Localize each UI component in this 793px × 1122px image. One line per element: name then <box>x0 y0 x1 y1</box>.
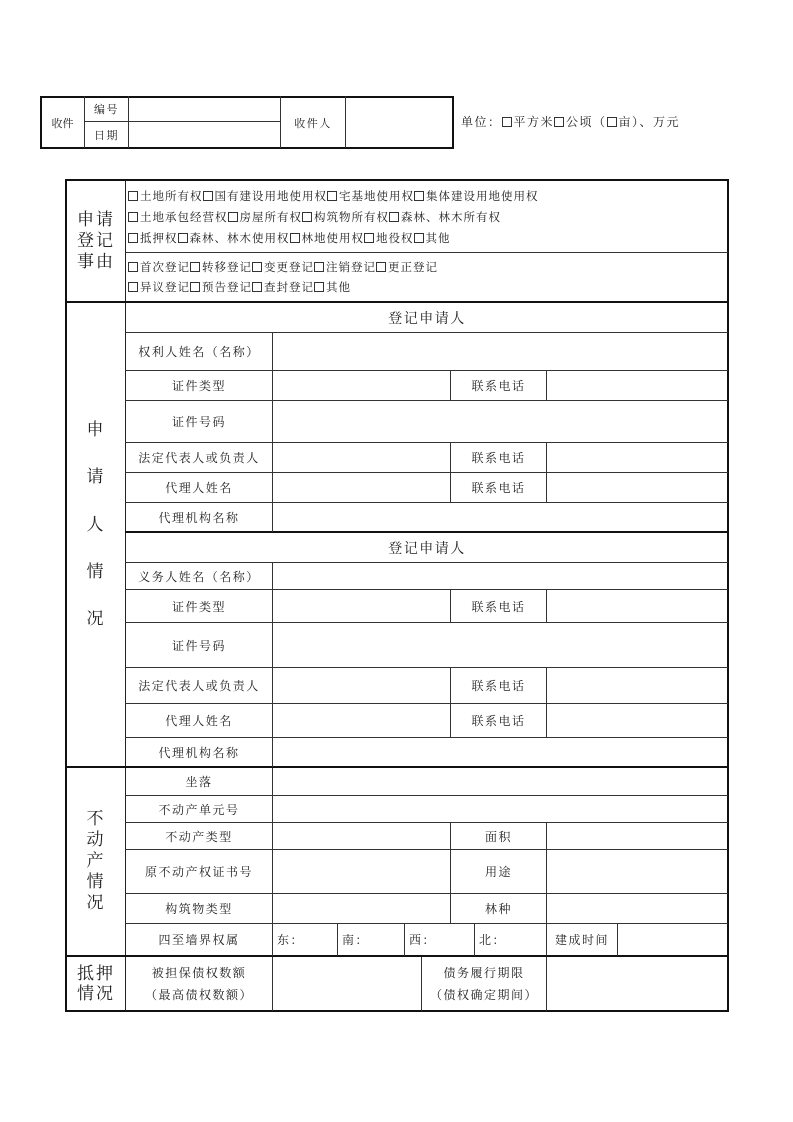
obligor-id-type-label: 证件类型 <box>171 599 226 614</box>
option-label: 房屋所有权 <box>239 210 302 224</box>
matter-title-line: 事由 <box>77 251 115 272</box>
secured-amount-input[interactable] <box>273 958 421 1010</box>
secured-amount-label-line1: 被担保债权数额 <box>151 966 247 980</box>
property-title <box>67 768 125 955</box>
property-type-label: 不动产类型 <box>165 829 233 844</box>
boundary-north[interactable]: 北： <box>479 933 507 947</box>
unit-mu: 亩）、万元 <box>618 115 681 129</box>
checkbox-sqm[interactable] <box>502 117 512 127</box>
obligor-id-no-input[interactable] <box>273 623 728 667</box>
applicant-title <box>67 420 125 630</box>
right-holder-header: 登记申请人 <box>388 310 466 327</box>
obligor-legal-rep-label: 法定代表人或负责人 <box>138 679 260 693</box>
checkbox[interactable] <box>389 212 399 222</box>
matter-title-line: 登记 <box>77 230 115 251</box>
receipt-number-input[interactable] <box>129 97 280 121</box>
checkbox[interactable] <box>414 191 424 201</box>
obligor-phone-label: 联系电话 <box>471 599 526 614</box>
applicant-title-char: 请 <box>86 467 106 488</box>
rights-line-1 <box>128 189 539 203</box>
obligor-agent-phone-label: 联系电话 <box>471 714 526 728</box>
right-holder-name-label: 权利人姓名（名称） <box>138 345 260 359</box>
right-holder-agency-label: 代理机构名称 <box>158 510 240 525</box>
obligor-agency-input[interactable] <box>273 738 728 766</box>
boundary-south[interactable]: 南： <box>342 933 370 947</box>
obligor-legal-rep-phone-input[interactable] <box>547 668 728 703</box>
right-holder-agency-input[interactable] <box>273 503 728 531</box>
right-holder-name-input[interactable] <box>273 333 728 370</box>
applicant-title-char: 申 <box>86 420 106 440</box>
option-label: 查封登记 <box>264 280 314 294</box>
unit-line <box>461 115 680 129</box>
property-title-char: 动 <box>86 830 106 850</box>
option-label: 国有建设用地使用权 <box>214 189 327 203</box>
receiver-label: 收件人 <box>294 116 332 130</box>
obligor-legal-rep-input[interactable] <box>273 668 450 703</box>
secured-amount-label <box>126 958 272 1010</box>
receipt-date-input[interactable] <box>129 122 280 148</box>
right-holder-legal-rep-phone-input[interactable] <box>547 443 728 472</box>
matter-title <box>67 181 125 301</box>
secured-amount-label-line2: （最高债权数额） <box>144 988 253 1002</box>
obligor-id-no-label: 证件号码 <box>171 638 226 653</box>
obligor-agent-input[interactable] <box>273 704 450 737</box>
checkbox[interactable] <box>376 262 386 272</box>
unit-hectare: 公顷（ <box>566 115 607 129</box>
right-holder-agent-phone-label: 联系电话 <box>471 481 526 495</box>
rights-line-2 <box>128 210 501 224</box>
option-label: 转移登记 <box>202 260 252 274</box>
property-title-char: 产 <box>86 851 106 871</box>
option-label: 预告登记 <box>202 280 252 294</box>
option-label: 更正登记 <box>388 260 438 274</box>
checkbox[interactable] <box>290 233 300 243</box>
obligor-agency-label: 代理机构名称 <box>158 745 240 760</box>
option-label: 异议登记 <box>140 280 190 294</box>
debt-term-label-line2: （债权确定期间） <box>429 988 538 1002</box>
area-input[interactable] <box>547 823 728 849</box>
obligor-phone-input[interactable] <box>547 590 728 622</box>
unit-prefix: 单位： <box>461 115 502 129</box>
mortgage-title <box>67 958 125 1010</box>
usage-label: 用途 <box>484 865 512 879</box>
built-time-label: 建成时间 <box>554 933 609 947</box>
checkbox[interactable] <box>327 191 337 201</box>
property-title-char: 不 <box>86 809 106 829</box>
right-holder-id-no-label: 证件号码 <box>171 415 226 429</box>
checkbox[interactable] <box>252 282 262 292</box>
option-label: 森林、林木使用权 <box>189 231 290 245</box>
location-label: 坐落 <box>185 775 213 789</box>
option-label: 注销登记 <box>326 260 376 274</box>
mortgage-title-line: 抵押 <box>77 964 115 984</box>
receipt-date-label: 日期 <box>94 129 119 142</box>
boundary-label: 四至墙界权属 <box>158 933 240 947</box>
right-holder-agent-input[interactable] <box>273 473 450 502</box>
obligor-agent-phone-input[interactable] <box>547 704 728 737</box>
right-holder-phone-label: 联系电话 <box>471 379 526 393</box>
property-type-input[interactable] <box>273 823 450 849</box>
obligor-name-label: 义务人姓名（名称） <box>138 569 260 584</box>
checkbox[interactable] <box>364 233 374 243</box>
unit-no-label: 不动产单元号 <box>158 802 240 817</box>
option-label: 首次登记 <box>140 260 190 274</box>
debt-term-label <box>422 958 546 1010</box>
right-holder-id-no-input[interactable] <box>273 401 728 442</box>
option-label: 构筑物所有权 <box>314 210 389 224</box>
obligor-agent-label: 代理人姓名 <box>165 714 233 728</box>
checkbox[interactable] <box>128 212 138 222</box>
option-label: 其他 <box>425 231 451 245</box>
checkbox[interactable] <box>314 262 324 272</box>
receipt-number-label: 编号 <box>94 103 119 116</box>
old-cert-input[interactable] <box>273 850 450 893</box>
receipt-label: 收件 <box>51 116 74 130</box>
checkbox[interactable] <box>178 233 188 243</box>
usage-input[interactable] <box>547 850 728 893</box>
receiver-input[interactable] <box>346 97 452 148</box>
structure-type-label: 构筑物类型 <box>165 902 233 916</box>
checkbox[interactable] <box>190 282 200 292</box>
rights-line-3 <box>128 231 451 245</box>
checkbox[interactable] <box>314 282 324 292</box>
structure-type-input[interactable] <box>273 894 450 923</box>
forest-type-input[interactable] <box>547 894 728 923</box>
checkbox[interactable] <box>128 262 138 272</box>
applicant-title-char: 情 <box>86 561 106 582</box>
right-holder-legal-rep-input[interactable] <box>273 443 450 472</box>
checkbox[interactable] <box>252 262 262 272</box>
checkbox[interactable] <box>128 191 138 201</box>
option-label: 林地使用权 <box>301 231 364 245</box>
checkbox[interactable] <box>414 233 424 243</box>
right-holder-legal-rep-label: 法定代表人或负责人 <box>138 451 260 465</box>
option-label: 集体建设用地使用权 <box>426 189 539 203</box>
checkbox[interactable] <box>203 191 213 201</box>
right-holder-agent-phone-input[interactable] <box>547 473 728 502</box>
forest-type-label: 林种 <box>484 902 512 916</box>
old-cert-label: 原不动产权证书号 <box>144 865 253 879</box>
location-input[interactable] <box>273 768 728 795</box>
built-time-input[interactable] <box>618 924 728 955</box>
right-holder-id-type-input[interactable] <box>273 371 450 400</box>
debt-term-label-line1: 债务履行期限 <box>443 966 525 980</box>
property-title-char: 况 <box>86 893 106 913</box>
property-title-char: 情 <box>86 872 106 892</box>
right-holder-agent-label: 代理人姓名 <box>165 481 233 495</box>
obligor-header: 登记申请人 <box>388 540 466 557</box>
right-holder-phone-input[interactable] <box>547 371 728 400</box>
option-label: 森林、林木所有权 <box>401 210 501 224</box>
obligor-legal-rep-phone-label: 联系电话 <box>471 679 526 693</box>
boundary-west[interactable]: 西： <box>409 933 437 947</box>
matter-title-line: 申请 <box>77 209 115 230</box>
unit-no-input[interactable] <box>273 796 728 822</box>
area-label: 面积 <box>484 829 512 844</box>
checkbox[interactable] <box>228 212 238 222</box>
obligor-id-type-input[interactable] <box>273 590 450 622</box>
checkbox[interactable] <box>190 262 200 272</box>
checkbox[interactable] <box>128 282 138 292</box>
applicant-title-char: 人 <box>86 514 106 535</box>
mortgage-title-line: 情况 <box>77 984 115 1004</box>
type-line-1 <box>128 260 438 274</box>
checkbox-mu[interactable] <box>607 117 617 127</box>
option-label: 地役权 <box>376 231 414 245</box>
checkbox-hectare[interactable] <box>554 117 564 127</box>
boundary-east[interactable]: 东： <box>277 933 305 947</box>
applicant-title-char: 况 <box>86 609 106 629</box>
type-line-2 <box>128 280 351 294</box>
right-holder-legal-rep-phone-label: 联系电话 <box>471 451 526 465</box>
option-label: 土地承包经营权 <box>140 210 228 224</box>
checkbox[interactable] <box>302 212 312 222</box>
checkbox[interactable] <box>128 233 138 243</box>
option-label: 其他 <box>326 280 351 294</box>
right-holder-id-type-label: 证件类型 <box>171 379 226 393</box>
option-label: 土地所有权 <box>140 189 203 203</box>
unit-sqm: 平方米 <box>513 115 555 129</box>
option-label: 抵押权 <box>140 231 178 245</box>
option-label: 宅基地使用权 <box>339 189 414 203</box>
option-label: 变更登记 <box>264 260 314 274</box>
debt-term-input[interactable] <box>547 958 728 1010</box>
obligor-name-input[interactable] <box>273 563 728 589</box>
